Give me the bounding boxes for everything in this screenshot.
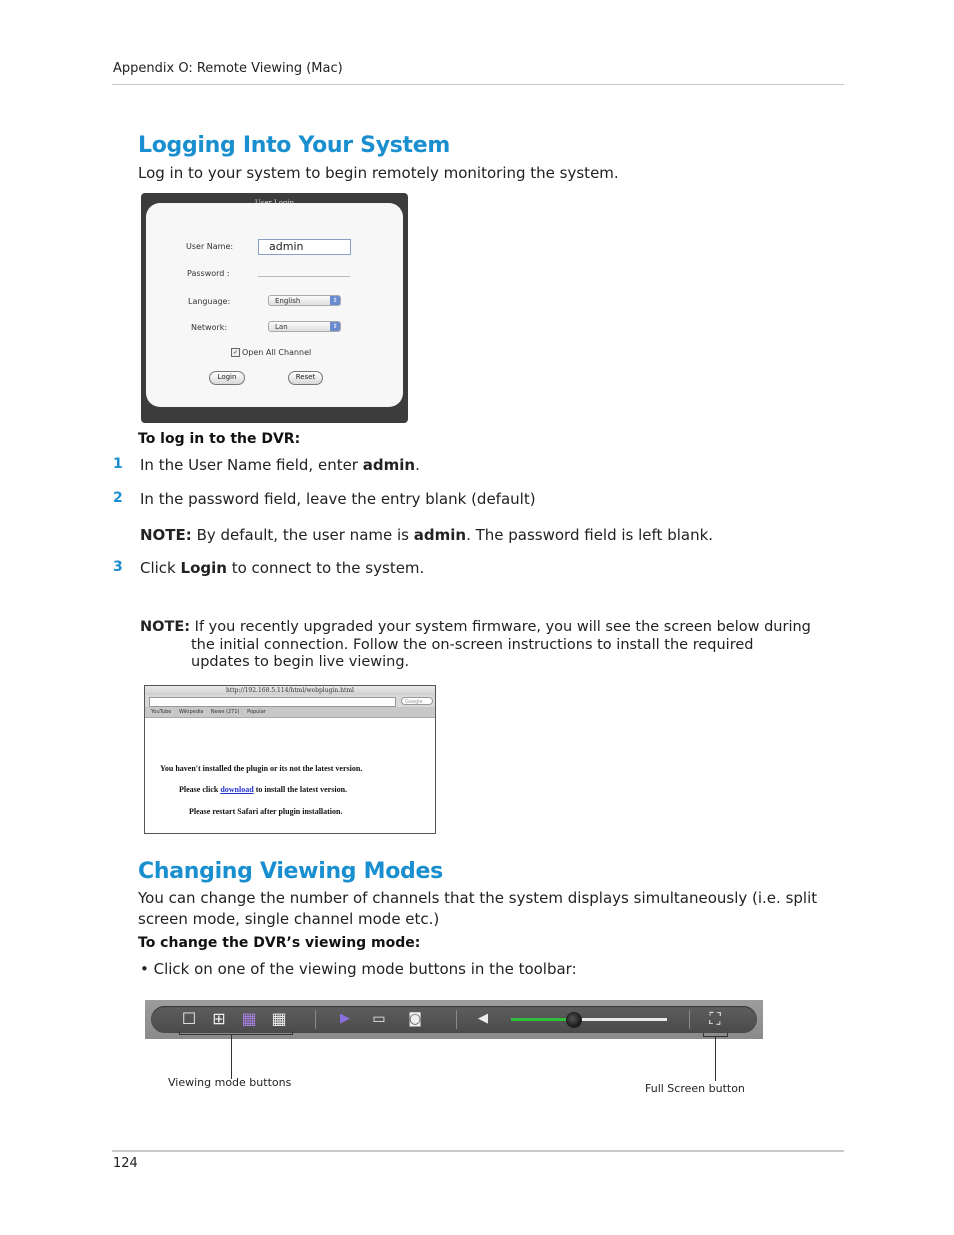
intro-line: You can change the number of channels that the system displays simultaneously (i.e. split	[138, 889, 818, 907]
record-icon[interactable]: ▭	[372, 1011, 386, 1027]
step-text-part: .	[415, 456, 420, 474]
viewing-mode-caption: Viewing mode buttons	[168, 1076, 292, 1089]
note-label: NOTE:	[140, 619, 191, 635]
nine-view-icon[interactable]: ▦	[241, 1009, 257, 1028]
network-value: Lan	[275, 323, 288, 331]
download-link[interactable]: download	[220, 785, 254, 794]
note-bold: admin	[413, 526, 467, 544]
section-intro: Log in to your system to begin remotely monitoring the system.	[138, 164, 619, 182]
step-text-part: to connect to the system.	[226, 559, 425, 577]
snapshot-icon[interactable]: ◙	[408, 1011, 422, 1027]
chevron-updown-icon: ⇕	[330, 296, 340, 305]
step-text-part: In the User Name field, enter	[140, 456, 363, 474]
search-field[interactable]: Google	[401, 697, 433, 705]
note-line: the initial connection. Follow the on-screen instructions to install the required	[191, 636, 754, 653]
footer-rule	[112, 1150, 844, 1152]
plugin-message	[179, 785, 436, 794]
reset-button[interactable]: Reset	[288, 371, 323, 385]
language-select[interactable]	[268, 295, 341, 306]
bookmark-item[interactable]: YouTube	[151, 709, 172, 715]
fullscreen-caption: Full Screen button	[645, 1082, 745, 1095]
procedure-heading-login: To log in to the DVR:	[138, 431, 301, 447]
language-value: English	[275, 297, 301, 305]
open-all-checkbox[interactable]: ✓	[232, 349, 239, 356]
bookmark-item[interactable]: Popular	[247, 709, 266, 715]
callout-bracket	[292, 1031, 293, 1035]
intro-line: screen mode, single channel mode etc.)	[138, 910, 440, 928]
bookmark-item[interactable]: Wikipedia	[178, 709, 204, 715]
note-line	[140, 619, 811, 637]
password-field[interactable]	[258, 276, 350, 277]
step-bold: admin	[362, 456, 416, 474]
url-field[interactable]	[149, 697, 396, 707]
step-number: 3	[113, 559, 123, 575]
login-panel	[146, 203, 403, 407]
plugin-message: Please restart Safari after plugin installation.	[189, 807, 343, 816]
running-header: Appendix O: Remote Viewing (Mac)	[113, 61, 343, 76]
login-button[interactable]: Login	[209, 371, 245, 385]
note-text: By default, the user name is	[191, 526, 414, 544]
step-text	[140, 558, 424, 579]
callout-line	[715, 1036, 716, 1081]
step-number: 2	[113, 490, 123, 506]
note-line: updates to begin live viewing.	[191, 654, 410, 670]
network-label: Network:	[191, 323, 228, 332]
language-label: Language:	[188, 297, 231, 306]
callout-bracket	[727, 1033, 728, 1037]
password-label: Password :	[187, 269, 230, 278]
chevron-updown-icon: ⇕	[330, 322, 340, 331]
play-icon[interactable]: ▶	[340, 1011, 350, 1026]
bullet-item: • Click on one of the viewing mode buttons in the toolbar:	[140, 960, 577, 978]
toolbar-divider	[456, 1010, 457, 1029]
browser-address-bar	[145, 695, 435, 707]
note-default-credentials	[140, 525, 713, 546]
bookmarks-bar	[145, 707, 435, 718]
plugin-message-text: to install the latest version.	[253, 785, 348, 794]
callout-bracket	[179, 1031, 180, 1035]
volume-fill	[511, 1018, 573, 1021]
section-title-viewing-modes: Changing Viewing Modes	[138, 859, 443, 884]
username-value: admin	[269, 240, 304, 253]
note-label: NOTE:	[140, 526, 192, 544]
single-view-icon[interactable]: ☐	[181, 1009, 197, 1028]
toolbar-divider	[315, 1010, 316, 1029]
browser-title: http://192.168.5.114/html/webplugin.html	[145, 686, 435, 695]
callout-bracket	[179, 1034, 293, 1035]
volume-icon[interactable]: ◀	[478, 1011, 488, 1026]
username-label: User Name:	[186, 242, 234, 251]
sixteen-view-icon[interactable]: ▦	[271, 1009, 287, 1028]
open-all-label: Open All Channel	[242, 348, 312, 357]
volume-slider[interactable]	[511, 1018, 667, 1021]
fullscreen-icon[interactable]: ⛶	[709, 1009, 721, 1028]
step-text	[140, 455, 420, 476]
page-number: 124	[113, 1156, 138, 1171]
toolbar-bar	[151, 1006, 757, 1033]
procedure-heading-viewing-mode: To change the DVR’s viewing mode:	[138, 935, 421, 951]
step-number: 1	[113, 456, 123, 472]
section-intro	[138, 888, 817, 930]
plugin-browser-screenshot	[144, 685, 436, 834]
step-bold: Login	[180, 559, 227, 577]
header-rule	[112, 84, 844, 85]
note-text: If you recently upgraded your system firmware, you will see the screen below during	[190, 619, 811, 635]
network-select[interactable]	[268, 321, 341, 332]
note-firmware-upgrade	[140, 619, 811, 672]
callout-bracket	[703, 1033, 704, 1037]
bookmark-item[interactable]: News (271)	[210, 709, 240, 715]
volume-knob[interactable]	[566, 1012, 582, 1028]
quad-view-icon[interactable]: ⊞	[212, 1009, 226, 1028]
section-title-logging-in: Logging Into Your System	[138, 133, 451, 158]
plugin-message: You haven't installed the plugin or its not the latest version.	[160, 764, 363, 773]
step-text-part: Click	[140, 559, 181, 577]
note-text: . The password field is left blank.	[466, 526, 714, 544]
username-field[interactable]	[258, 239, 351, 255]
plugin-message-text: Please click	[179, 785, 221, 794]
toolbar-divider	[689, 1010, 690, 1029]
login-screenshot	[141, 193, 408, 423]
step-text: In the password field, leave the entry blank (default)	[140, 490, 536, 508]
callout-line	[231, 1034, 232, 1079]
